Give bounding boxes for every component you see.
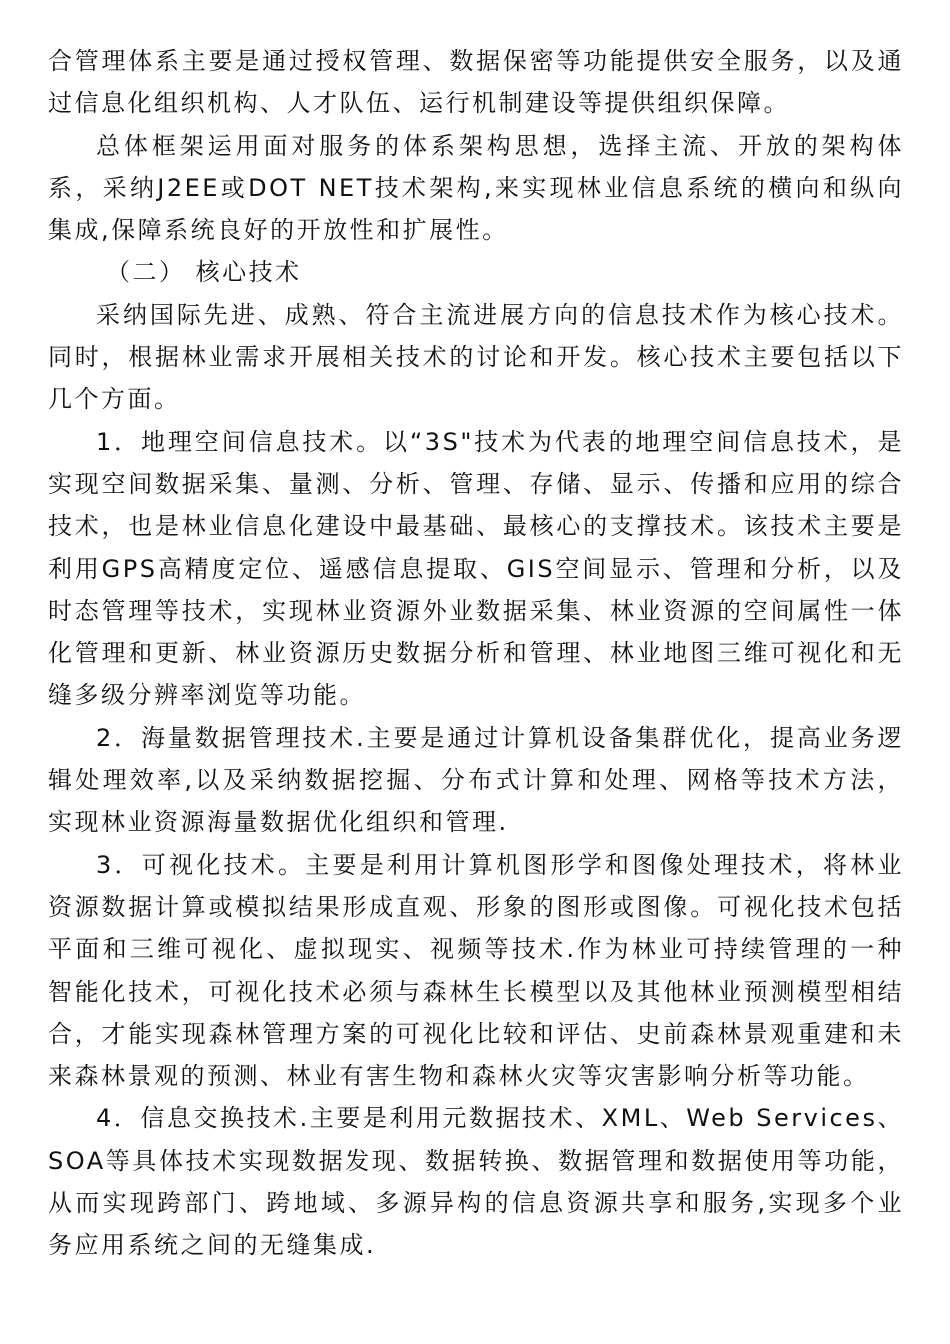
paragraph-item-4: 4．信息交换技术.主要是利用元数据技术、XML、Web Services、SOA等具体技术实现数据发现、数据转换、数据管理和数据使用等功能，从而实现跨部门、跨地域、多源异构的信息资源共享和服务,实现多个业务应用系统之间的无缝集成. — [48, 1104, 904, 1260]
section-heading-core-tech: （二） 核心技术 — [106, 258, 302, 287]
paragraph-item-1: 1．地理空间信息技术。以“3S"技术为代表的地理空间信息技术，是实现空间数据采集、量测、分析、管理、存储、显示、传播和应用的综合技术，也是林业信息化建设中最基础、最核心的支撑技术。该技术主要是利用GPS高精度定位、遥感信息提取、GIS空间显示、管理和分析，以及时态管理等技术，实现林业资源外业数据采集、林业资源的空间属性一体化管理和更新、林业资源历史数据分析和管理、林业地图三维可视化和无缝多级分辨率浏览等功能。 — [48, 427, 904, 710]
paragraph-core-tech-intro: 采纳国际先进、成熟、符合主流进展方向的信息技术作为核心技术。同时，根据林业需求开展相关技术的讨论和开发。核心技术主要包括以下几个方面。 — [48, 300, 904, 414]
paragraph-item-3: 3．可视化技术。主要是利用计算机图形学和图像处理技术，将林业资源数据计算或模拟结果形成直观、形象的图形或图像。可视化技术包括平面和三维可视化、虚拟现实、视频等技术.作为林业可持续管理的一种智能化技术，可视化技术必须与森林生长模型以及其他林业预测模型相结合，才能实现森林管理方案的可视化比较和评估、史前森林景观重建和未来森林景观的预测、林业有害生物和森林火灾等灾害影响分析等功能。 — [48, 850, 904, 1091]
paragraph-item-2: 2．海量数据管理技术.主要是通过计算机设备集群优化，提高业务逻辑处理效率,以及采纳数据挖掘、分布式计算和处理、网格等技术方法，实现林业资源海量数据优化组织和管理. — [48, 723, 904, 837]
paragraph-continuation: 合管理体系主要是通过授权管理、数据保密等功能提供安全服务，以及通过信息化组织机构、人才队伍、运行机制建设等提供组织保障。 — [48, 47, 904, 118]
paragraph-framework: 总体框架运用面对服务的体系架构思想，选择主流、开放的架构体系，采纳J2EE或DOT NET技术架构,来实现林业信息系统的横向和纵向集成,保障系统良好的开放性和扩展性。 — [48, 131, 904, 245]
document-page — [48, 40, 904, 1267]
